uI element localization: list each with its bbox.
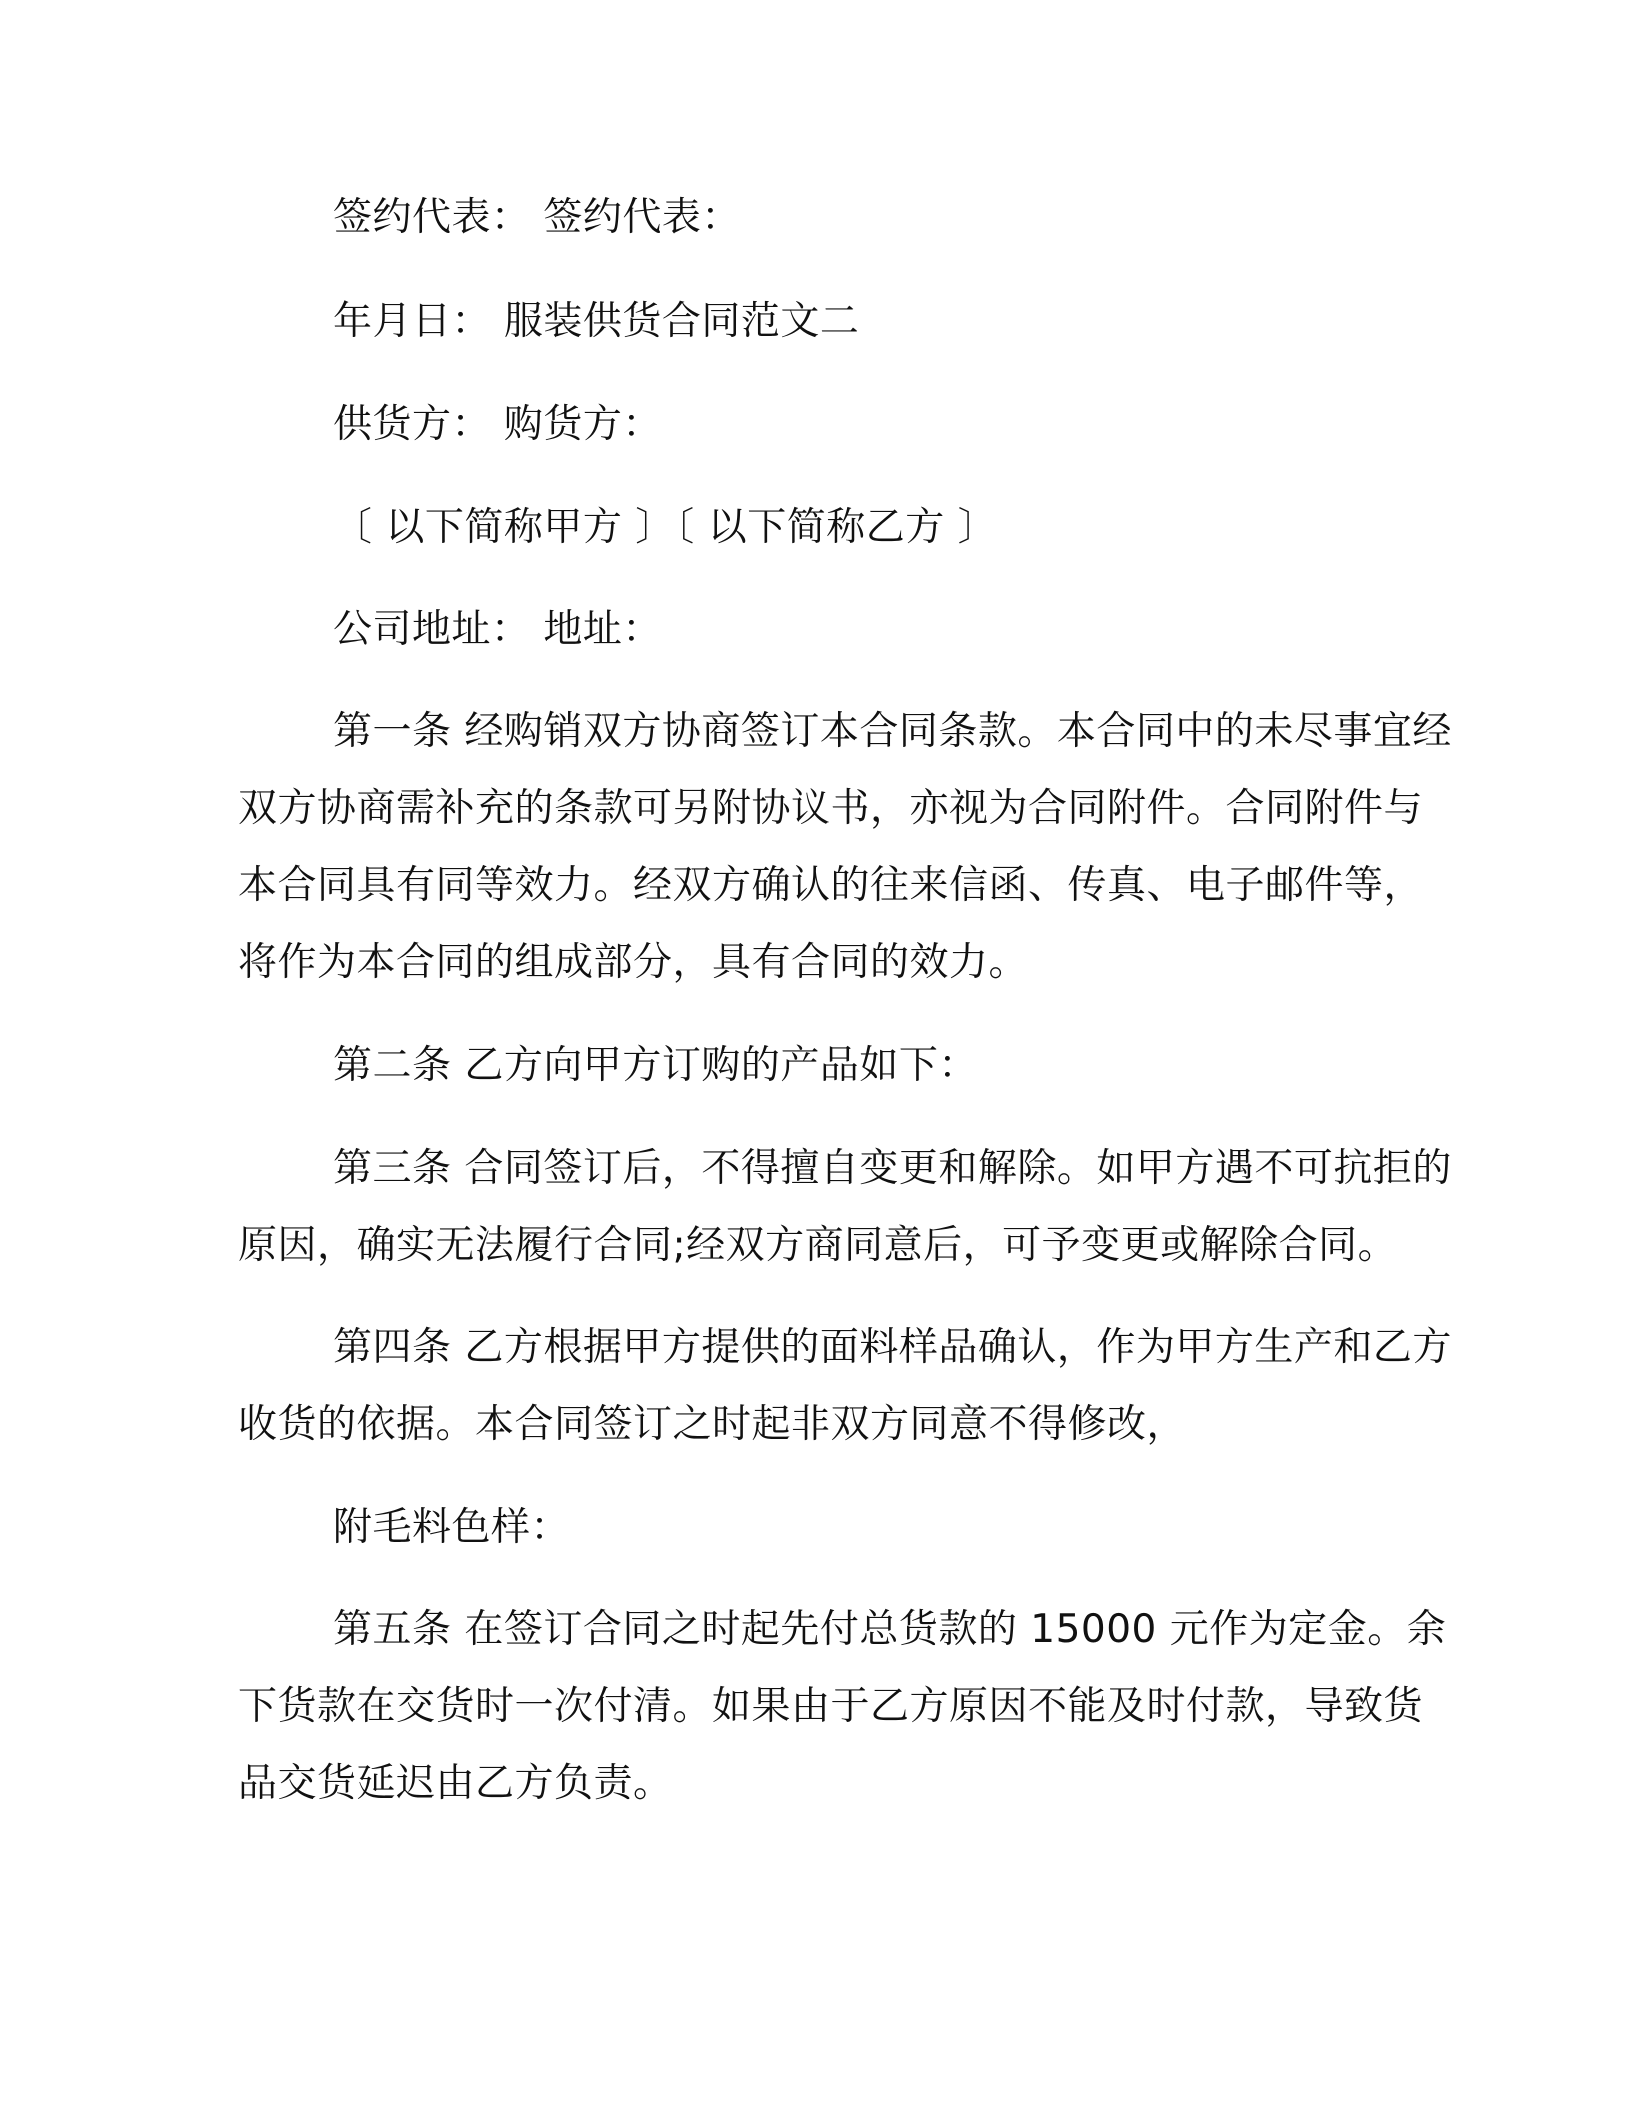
- article-5-line-3: 品交货延迟由乙方负责。: [238, 1761, 673, 1806]
- parties-line: 供货方： 购货方：: [333, 402, 662, 447]
- party-abbreviation-line: 〔 以下简称甲方 〕〔 以下简称乙方 〕: [333, 505, 998, 550]
- article-5-line-1: 第五条 在签订合同之时起先付总货款的 15000 元作为定金。余: [333, 1607, 1447, 1652]
- address-line: 公司地址： 地址：: [333, 607, 662, 652]
- article-4-line-2: 收货的依据。本合同签订之时起非双方同意不得修改，: [238, 1402, 1187, 1447]
- fabric-sample-line: 附毛料色样：: [333, 1505, 571, 1550]
- article-3-line-1: 第三条 合同签订后，不得擅自变更和解除。如甲方遇不可抗拒的: [333, 1146, 1452, 1191]
- article-4-line-1: 第四条 乙方根据甲方提供的面料样品确认，作为甲方生产和乙方: [333, 1325, 1452, 1370]
- article-3-line-2: 原因，确实无法履行合同;经双方商同意后，可予变更或解除合同。: [238, 1223, 1398, 1268]
- article-1-line-2: 双方协商需补充的条款可另附协议书，亦视为合同附件。合同附件与: [238, 786, 1424, 831]
- article-1-line-1: 第一条 经购销双方协商签订本合同条款。本合同中的未尽事宜经: [333, 709, 1452, 754]
- article-5-line-2: 下货款在交货时一次付清。如果由于乙方原因不能及时付款，导致货: [238, 1684, 1424, 1729]
- article-1-line-4: 将作为本合同的组成部分，具有合同的效力。: [238, 940, 1029, 985]
- article-1-line-3: 本合同具有同等效力。经双方确认的往来信函、传真、电子邮件等，: [238, 863, 1424, 908]
- signatory-line: 签约代表： 签约代表：: [333, 195, 741, 240]
- date-and-title-line: 年月日： 服装供货合同范文二: [333, 299, 860, 344]
- article-2-line-1: 第二条 乙方向甲方订购的产品如下：: [333, 1043, 978, 1088]
